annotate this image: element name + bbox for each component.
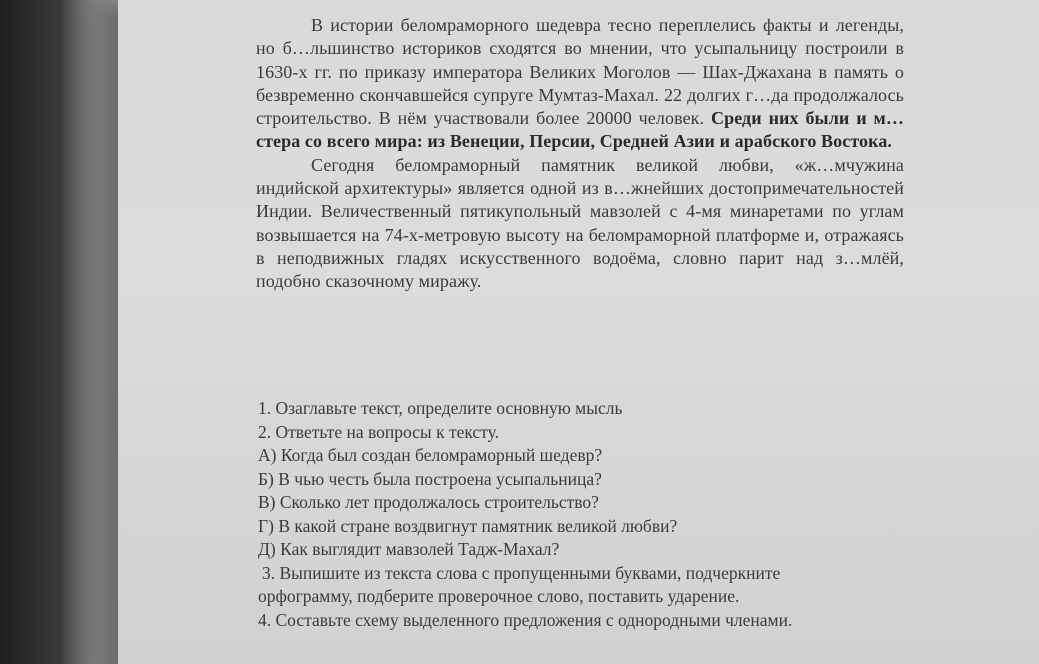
question-b: Б) В чью честь была построена усыпальница? <box>258 468 602 489</box>
passage <box>256 14 904 294</box>
task-1: 1. Озаглавьте текст, определите основную мысль <box>258 398 623 418</box>
paragraph-2: Сегодня беломраморный памятник великой любви, «ж…мчужина индийской архитектуры» является одной из в…жнейших достопримечательностей Индии. Величественный пятикупольный мавзолей с 4-мя минаретами по углам возвышается на 74-х-метровую высоту на беломраморной платформе и, отражаясь в неподвижных гладях искусственного водоёма, словно парит над з…млёй, подобно сказочному миражу. <box>256 154 904 292</box>
question-a: А) Когда был создан беломраморный шедевр? <box>258 445 603 465</box>
task-3-continued: орфограмму, подберите проверочное слово, поставить ударение. <box>258 586 740 606</box>
question-g: Г) В какой стране воздвигнут памятник великой любви? <box>258 515 678 536</box>
task-2: 2. Ответьте на вопросы к тексту. <box>258 421 499 442</box>
paragraph-1-text: В истории беломраморного шедевра тесно переплелись факты и легенды, но б…льшинство историков сходятся во мнении, что усыпальницу построили в 1630-х гг. по приказу императора Великих Моголов — Шах-Джахана в память о безвременно скончавшейся супруге Мумтаз-Махал. 22 долгих г…да продолжалось строительство. В нём участвовали более 20000 человек. <box>256 15 904 129</box>
question-v: В) Сколько лет продолжалось строительство? <box>258 492 599 512</box>
task-4: 4. Составьте схему выделенного предложения с однородными членами. <box>258 609 793 630</box>
paragraph-1 <box>256 14 904 154</box>
task-list <box>258 397 908 632</box>
task-3: 3. Выпишите из текста слова с пропущенными буквами, подчеркните <box>262 562 781 583</box>
highlighted-sentence: Среди них были и м…стера со всего мира: из Венеции, Персии, Средней Азии и арабского Востока. <box>256 108 905 152</box>
question-d: Д) Как выглядит мавзолей Тадж-Махал? <box>258 539 560 559</box>
